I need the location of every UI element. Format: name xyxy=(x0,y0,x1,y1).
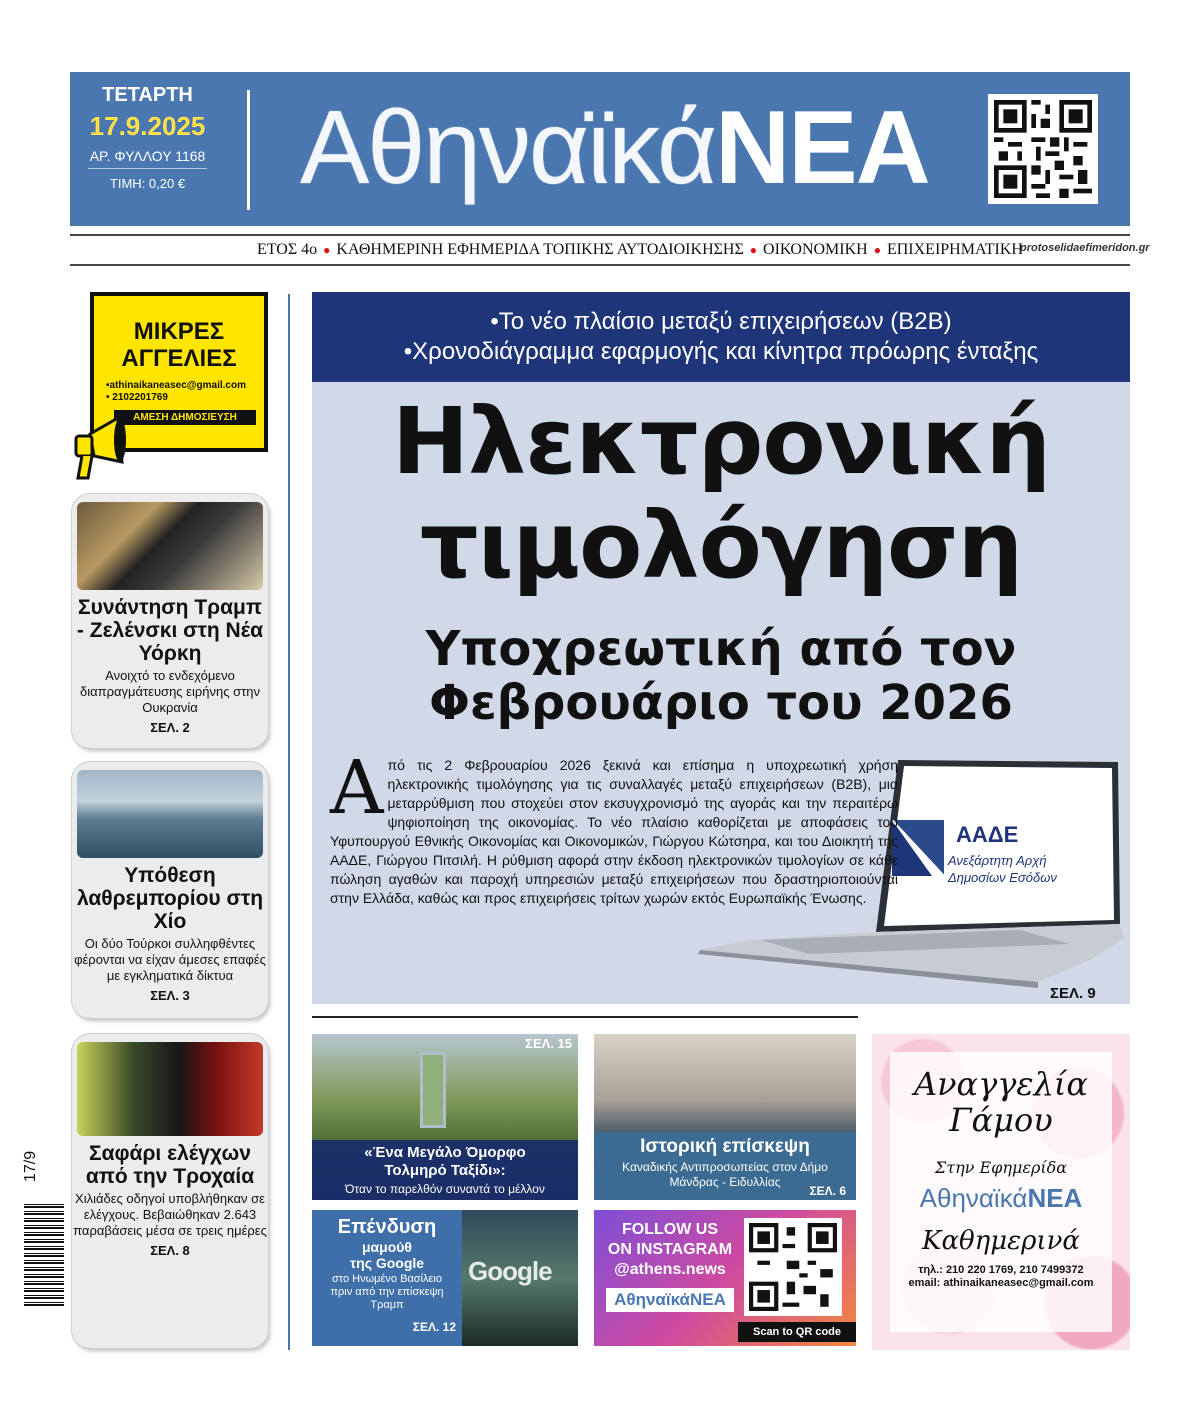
issue-date: 17.9.2025 xyxy=(89,111,206,141)
bullet-icon: ● xyxy=(749,243,758,257)
issue-number: ΑΡ. ΦΥΛΛΟΥ 1168 xyxy=(88,148,207,169)
tile-caption xyxy=(312,1140,578,1200)
qr-code-graphic xyxy=(994,100,1092,198)
logo-bold: ΝΕΑ xyxy=(1027,1183,1083,1213)
story-photo xyxy=(77,1042,263,1136)
tagline-year: ΕΤΟΣ 4ο xyxy=(257,241,318,258)
logo-light: Αθηναϊκά xyxy=(300,90,716,206)
bullet-icon: ● xyxy=(323,243,331,257)
story-title: Υπόθεση λαθρεμπορίου στη Χίο xyxy=(76,864,264,933)
newspaper-logo[interactable] xyxy=(300,88,929,208)
column-divider xyxy=(288,294,290,1350)
instagram-line: ON INSTAGRAM xyxy=(607,1241,733,1258)
tile-text: στο Ηνωμένο Βασίλειο πριν από την επίσκεψη Τραμπ xyxy=(330,1273,444,1311)
story-page: ΣΕΛ. 2 xyxy=(150,720,190,735)
tile-text: Καναδικής Αντιπροσωπείας στον Δήμο Μάνδρας - Ειδυλλίας xyxy=(622,1160,828,1189)
wedding-sub: Στην Εφημερίδα xyxy=(934,1158,1068,1177)
drop-cap: Α xyxy=(330,745,384,831)
main-subheadline xyxy=(312,622,1130,730)
tile-subtitle: της Google xyxy=(349,1255,425,1271)
story-page: ΣΕΛ. 3 xyxy=(150,988,190,1003)
tile-subtitle: μαμούθ xyxy=(361,1239,412,1255)
barcode-icon xyxy=(24,1202,64,1306)
tile-title: Επένδυση xyxy=(337,1216,437,1238)
masthead-divider xyxy=(247,90,250,210)
side-story-card[interactable] xyxy=(72,762,268,1018)
subhead-line: Φεβρουάριο του 2026 xyxy=(429,675,1013,731)
main-headline[interactable] xyxy=(312,390,1130,598)
side-story-card[interactable] xyxy=(72,1034,268,1348)
aade-logo-icon xyxy=(892,820,944,876)
travel-tile[interactable] xyxy=(312,1034,578,1200)
tagline-bar xyxy=(70,234,1130,266)
classifieds-title xyxy=(94,318,264,372)
aade-subtitle-line: Ανεξάρτητη Αρχή xyxy=(948,853,1047,868)
tagline-item: ΚΑΘΗΜΕΡΙΝΗ ΕΦΗΜΕΡΙΔΑ ΤΟΠΙΚΗΣ ΑΥΤΟΔΙΟΙΚΗΣΗΣ xyxy=(336,241,744,258)
story-title: Συνάντηση Τραμπ - Ζελένσκι στη Νέα Υόρκη xyxy=(76,596,264,665)
logo-bold: ΝΕΑ xyxy=(715,90,929,206)
bullet-point: •Χρονοδιάγραμμα εφαρμογής και κίνητρα πρόωρης ένταξης xyxy=(403,338,1039,365)
headline-line: Ηλεκτρονική xyxy=(392,388,1050,495)
classifieds-email[interactable]: •athinaikaneasec@gmail.com xyxy=(106,380,246,391)
tile-caption xyxy=(594,1132,856,1200)
logo-light: Αθηναϊκά xyxy=(919,1183,1028,1213)
google-sign: Google xyxy=(468,1256,552,1286)
wedding-daily: Καθημερινά xyxy=(922,1226,1080,1256)
aade-subtitle xyxy=(948,852,1057,886)
wedding-ad-panel xyxy=(890,1052,1112,1332)
main-story-body xyxy=(330,745,898,908)
aade-logo-text: ΑΑΔΕ xyxy=(956,822,1019,847)
instagram-line: FOLLOW US xyxy=(622,1221,718,1238)
date-box xyxy=(80,80,215,215)
classifieds-contact xyxy=(106,380,264,404)
source-site[interactable]: protoselidaefimeridon.gr xyxy=(1020,242,1150,254)
tile-page: ΣΕΛ. 6 xyxy=(809,1184,846,1198)
story-photo xyxy=(77,770,263,858)
issue-day: ΤΕΤΑΡΤΗ xyxy=(102,84,193,106)
tagline-item: ΟΙΚΟΝΟΜΙΚΗ xyxy=(763,241,868,258)
story-title: Σαφάρι ελέγχων από την Τροχαία xyxy=(85,1142,255,1188)
bullet-icon: ● xyxy=(873,243,881,257)
wedding-logo xyxy=(890,1183,1112,1214)
tile-caption xyxy=(312,1216,462,1334)
wedding-title xyxy=(890,1066,1112,1138)
story-text: Ανοιχτό το ενδεχόμενο διαπραγμάτευσης ειρήνης στην Ουκρανία xyxy=(79,668,260,715)
tile-page: ΣΕΛ. 15 xyxy=(525,1036,572,1051)
main-story-bullets xyxy=(312,292,1130,382)
logo-light: Αθηναϊκά xyxy=(614,1290,690,1309)
subhead-line: Υποχρεωτική από τον xyxy=(425,621,1017,677)
tile-page: ΣΕΛ. 12 xyxy=(412,1320,456,1334)
story-text: Οι δύο Τούρκοι συλληφθέντες φέρονται να είχαν άμεσες επαφές με εγκληματικά δίκτυα xyxy=(74,936,266,983)
main-story-page[interactable]: ΣΕΛ. 9 xyxy=(1050,985,1096,1002)
story-text: Χιλιάδες οδηγοί υποβλήθηκαν σε ελέγχους. Βεβαιώθηκαν 2.643 παραβάσεις μέσα σε τρεις ημέρες xyxy=(73,1191,267,1238)
tile-title: Ιστορική επίσκεψη xyxy=(640,1136,810,1157)
story-page: ΣΕΛ. 8 xyxy=(150,1243,190,1258)
door-frame xyxy=(420,1052,446,1128)
instagram-tile[interactable] xyxy=(594,1210,856,1346)
barcode xyxy=(14,1140,62,1310)
qr-code-icon[interactable] xyxy=(988,94,1098,204)
instagram-logo xyxy=(606,1288,734,1312)
tagline-item: ΕΠΙΧΕΙΡΗΜΑΤΙΚΗ xyxy=(886,241,1023,258)
body-text: πό τις 2 Φεβρουαρίου 2026 ξεκινά και επίσημα η υποχρεωτική χρήση ηλεκτρονικής τιμολόγησης για τις συναλλαγές μεταξύ επιχειρήσεων (B2B), μια μεταρρύθμιση που στοχεύει στον εκσυγχρονισμό της αγοράς και την περαιτέρω ψηφιοποίηση της οικονομίας. Το νέο πλαίσιο καθορίζεται με αποφάσεις του Υφυπουργού Εθνικής Οικονομίας και Οικονομικών, Γιώργου Κώτσηρα, και του Διοικητή της ΑΑΔΕ, Γιώργου Πιτσιλή. Η ρύθμιση αφορά στην έκδοση ηλεκτρονικών τιμολογίων σε κάθε πώληση αγαθών και παροχή υπηρεσιών μεταξύ επιχειρήσεων που δραστηριοποιούνται στην Ελλάδα, καθώς και προς επιχειρήσεις τρίτων χωρών εκτός Ευρωπαϊκής Ένωσης. xyxy=(330,757,898,906)
classifieds-badge: ΑΜΕΣΗ ΔΗΜΟΣΙΕΥΣΗ xyxy=(114,410,256,425)
qr-code-icon[interactable] xyxy=(744,1218,842,1316)
side-story-card[interactable] xyxy=(72,494,268,748)
google-tile[interactable] xyxy=(312,1210,578,1346)
wedding-email[interactable]: email: athinaikaneasec@gmail.com xyxy=(908,1277,1094,1289)
scan-label: Scan to QR code xyxy=(738,1322,856,1342)
tile-title: «Ένα Μεγάλο Όμορφο Τολμηρό Ταξίδι»: xyxy=(364,1144,526,1179)
megaphone-icon xyxy=(68,412,138,484)
wedding-title-line: Αναγγελία xyxy=(913,1065,1089,1103)
google-photo xyxy=(462,1210,578,1346)
classifieds-title-line: ΜΙΚΡΕΣ xyxy=(133,318,225,345)
instagram-handle[interactable]: @athens.news xyxy=(614,1261,726,1278)
classifieds-phone: • 2102201769 xyxy=(106,392,168,403)
visit-tile[interactable] xyxy=(594,1034,856,1200)
story-photo xyxy=(77,502,263,590)
aade-subtitle-line: Δημοσίων Εσόδων xyxy=(948,870,1057,885)
logo-bold: ΝΕΑ xyxy=(689,1290,726,1309)
classifieds-title-line: ΑΓΓΕΛΙΕΣ xyxy=(121,345,237,372)
wedding-title-line: Γάμου xyxy=(949,1101,1053,1139)
wedding-phone: τηλ.: 210 220 1769, 210 7499372 xyxy=(918,1264,1084,1276)
headline-line: τιμολόγηση xyxy=(419,492,1023,599)
qr-code-graphic xyxy=(749,1223,837,1311)
barcode-date: 17/9 xyxy=(22,1150,39,1182)
issue-price: ΤΙΜΗ: 0,20 € xyxy=(109,176,186,191)
tile-text: Όταν το παρελθόν συναντά το μέλλον xyxy=(345,1182,545,1196)
divider-rule xyxy=(312,1016,858,1018)
bullet-point: •Το νέο πλαίσιο μεταξύ επιχειρήσεων (B2B) xyxy=(490,308,952,335)
wedding-contact xyxy=(890,1264,1112,1290)
instagram-text xyxy=(602,1220,738,1312)
